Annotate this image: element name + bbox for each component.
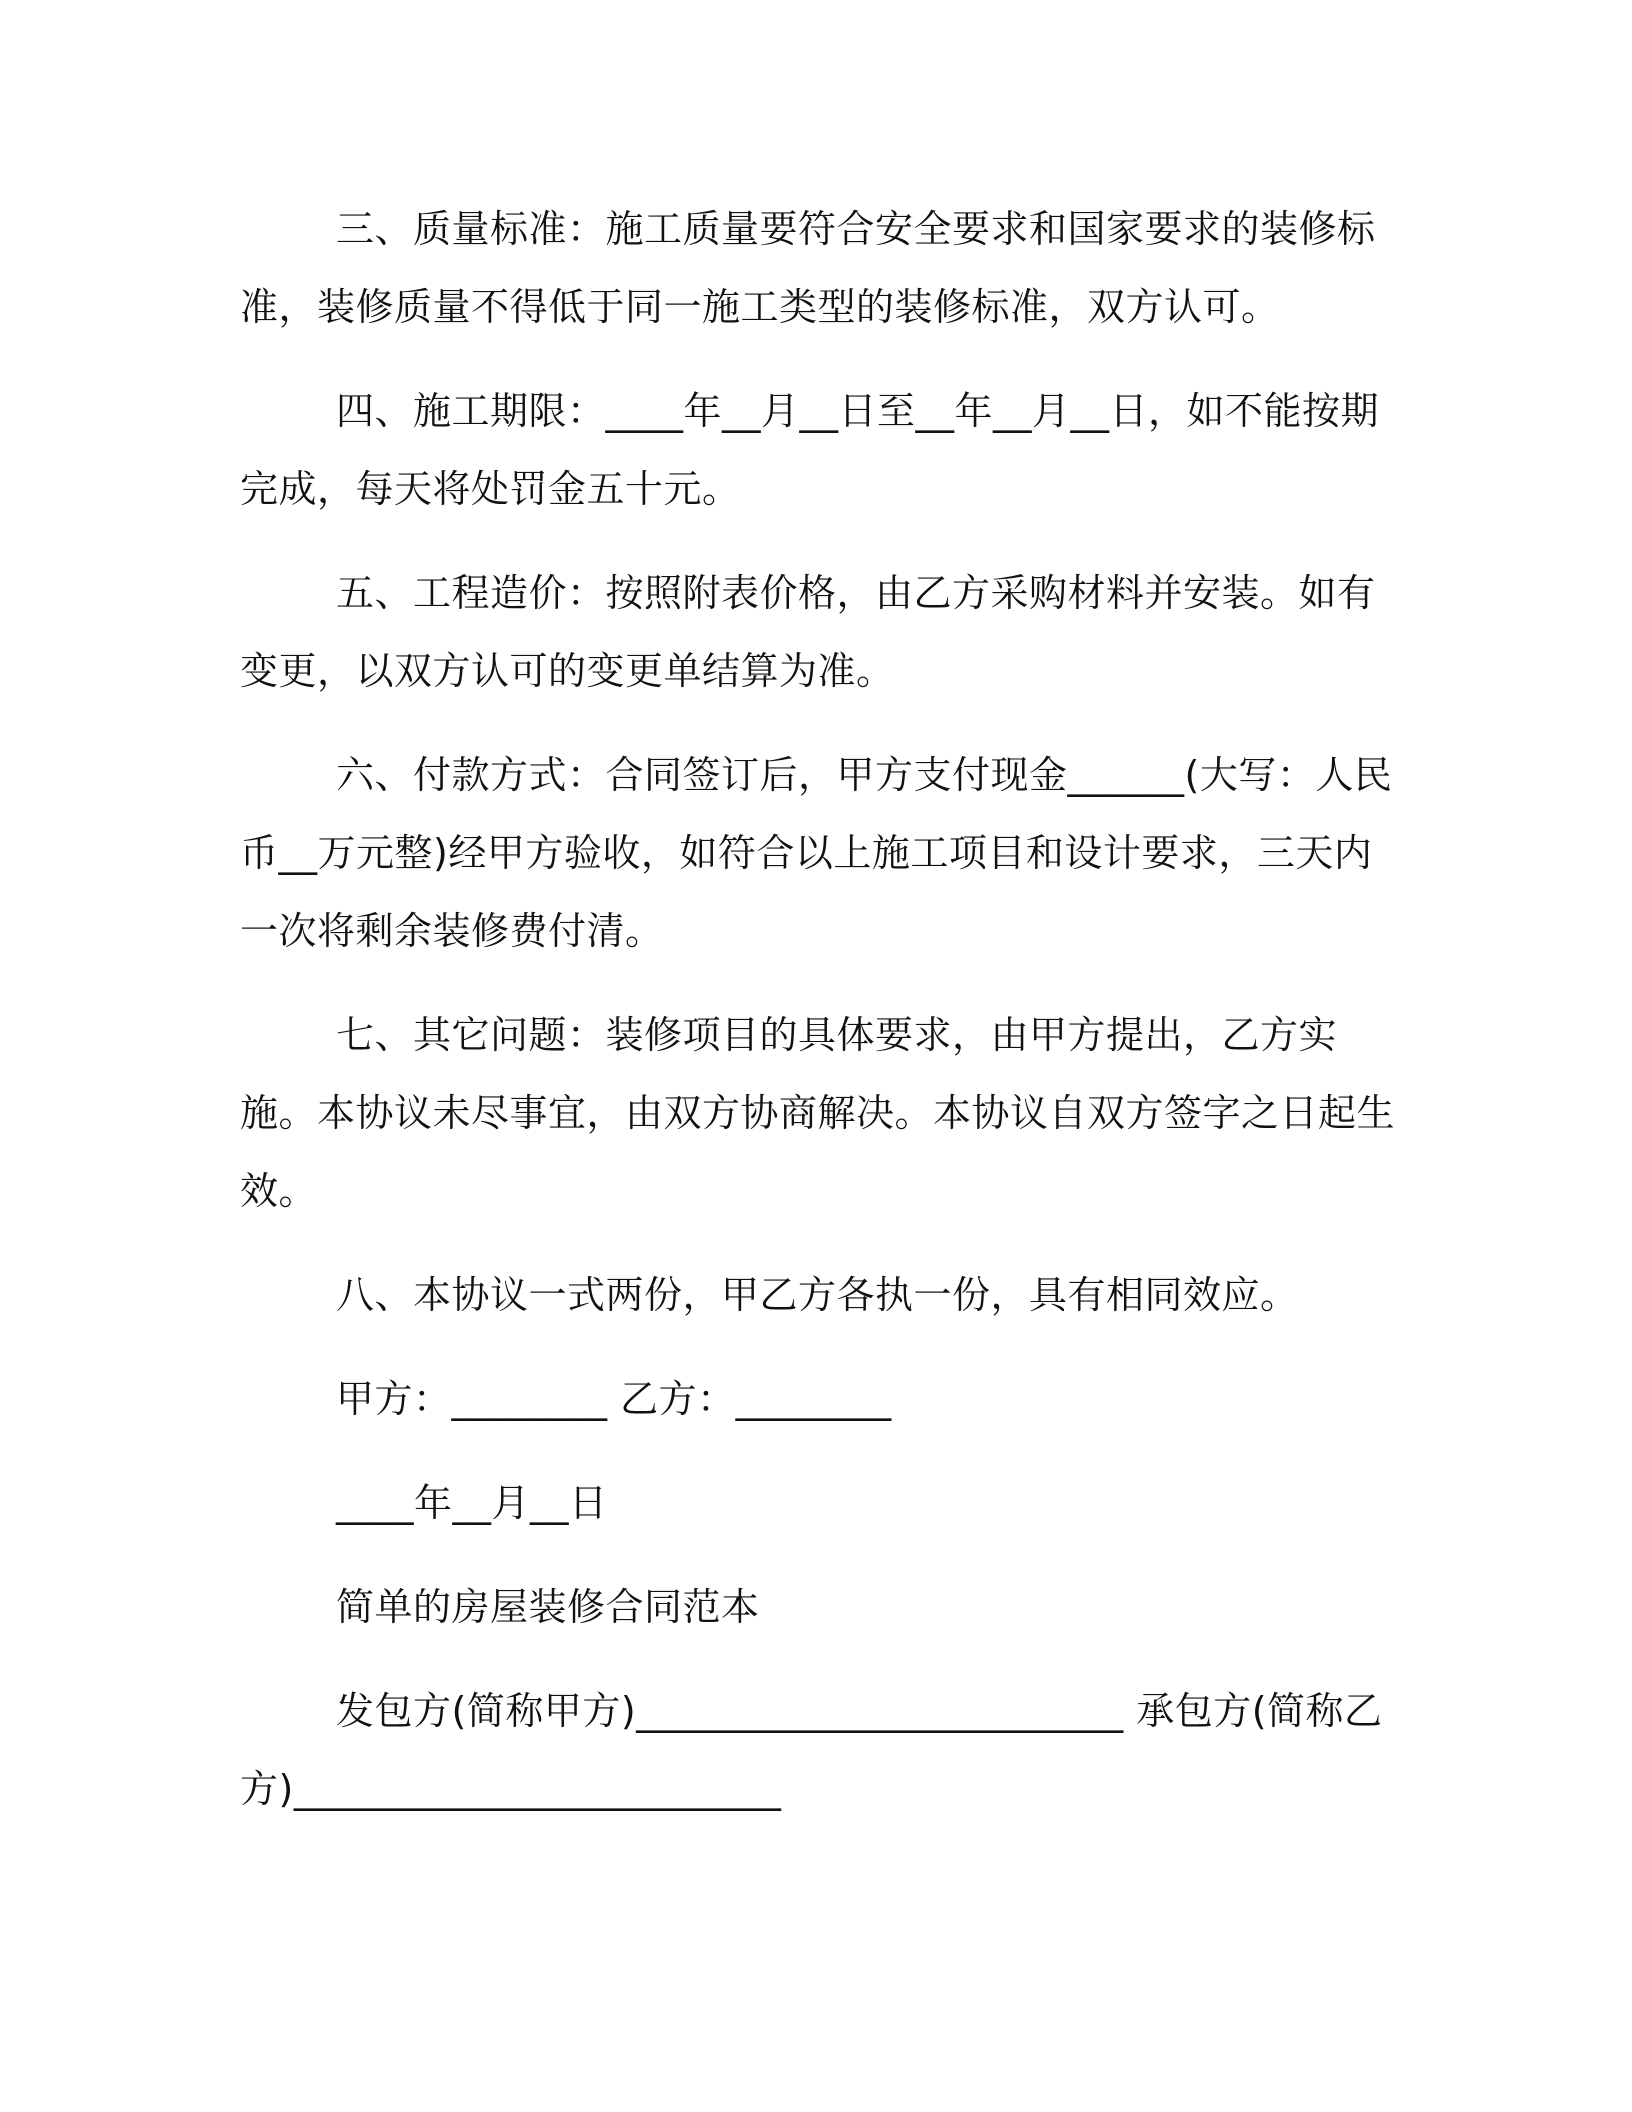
clause-five: 五、工程造价：按照附表价格，由乙方采购材料并安装。如有变更，以双方认可的变更单结算为准。 (240, 571, 1376, 693)
clause-eight: 八、本协议一式两份，甲乙方各执一份，具有相同效应。 (336, 1273, 1299, 1317)
clause-four: 四、施工期限：____年__月__日至__年__月__日，如不能按期完成，每天将处罚金五十元。 (240, 389, 1380, 511)
clause-six: 六、付款方式：合同签订后，甲方支付现金______(大写：人民币__万元整)经甲方验收，如符合以上施工项目和设计要求，三天内一次将剩余装修费付清。 (240, 753, 1393, 953)
document-body (240, 190, 1400, 1854)
signature-line: 甲方：________ 乙方：________ (336, 1377, 892, 1421)
parties-line: 发包方(简称甲方)_________________________ 承包方(简称乙方)_________________________ (240, 1689, 1383, 1811)
clause-three: 三、质量标准：施工质量要符合安全要求和国家要求的装修标准，装修质量不得低于同一施工类型的装修标准，双方认可。 (240, 207, 1376, 329)
clause-seven: 七、其它问题：装修项目的具体要求，由甲方提出，乙方实施。本协议未尽事宜，由双方协商解决。本协议自双方签字之日起生效。 (240, 1013, 1396, 1213)
date-line: ____年__月__日 (336, 1481, 608, 1525)
sample-title: 简单的房屋装修合同范本 (336, 1585, 760, 1629)
